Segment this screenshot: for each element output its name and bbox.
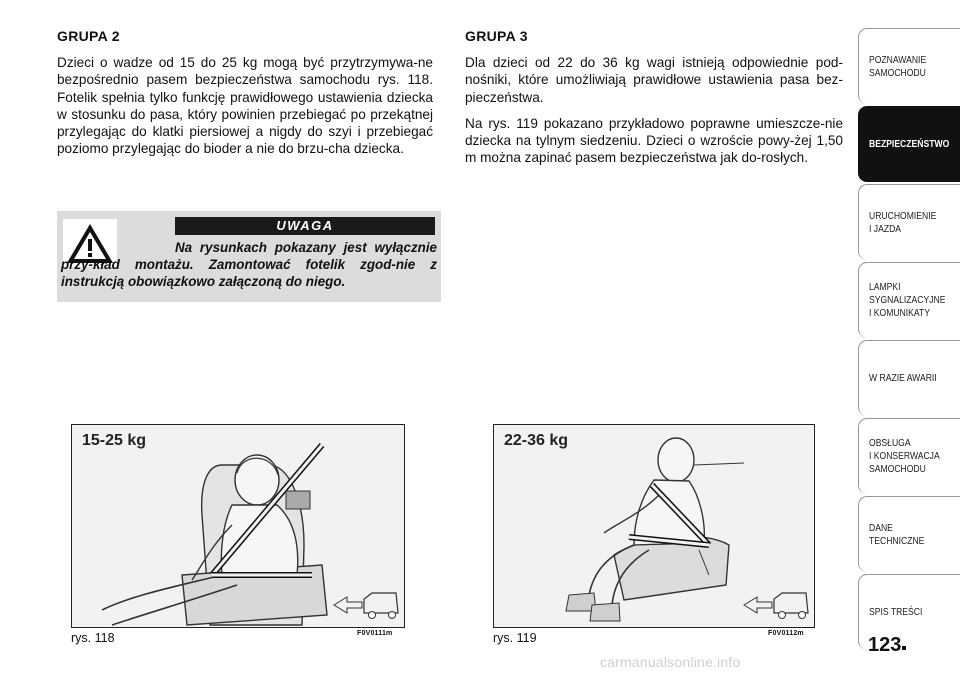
- figure-119-caption: rys. 119: [493, 631, 537, 645]
- figure-118: [71, 424, 405, 628]
- child-seat-illustration: [72, 425, 406, 629]
- left-column: [57, 28, 433, 166]
- page-dot: [902, 646, 906, 650]
- figure-119-code: F0V0112m: [768, 630, 804, 637]
- figure-118-weight-label: 15-25 kg: [82, 432, 147, 449]
- figure-118-code: F0V0111m: [357, 630, 393, 637]
- booster-seat-illustration: [494, 425, 816, 629]
- warning-text: Na rysunkach pokazany jest wyłącznie przy-kład montażu. Zamontować fotelik zgod-nie z instrukcją obowiązkowo załączoną do niego.: [61, 240, 437, 289]
- group-3-paragraph-2: Na rys. 119 pokazano przykładowo poprawne umieszcze-nie dziecka na tylnym siedzeniu. Dzieci o wzroście powy-żej 1,50 m można zapinać pasem bezpieczeństwa jak do-rosłych.: [465, 115, 843, 166]
- group-3-paragraph-1: Dla dzieci od 22 do 36 kg wagi istnieją odpowiednie pod-nośniki, które umożliwiają prawidłowe ustawienia pasa bez-pieczeństwa.: [465, 55, 843, 105]
- watermark: carmanualsonline.info: [600, 654, 741, 670]
- car-direction-icon: [334, 593, 398, 619]
- right-column: [465, 28, 843, 175]
- tab-bezpieczenstwo[interactable]: BEZPIECZEŃSTWO: [858, 106, 960, 182]
- tab-uruchomienie-i-jazda[interactable]: URUCHOMIENIE I JAZDA: [858, 184, 960, 260]
- tab-poznawanie-samochodu[interactable]: POZNAWANIE SAMOCHODU: [858, 28, 960, 104]
- tab-obsluga-i-konserwacja[interactable]: OBSŁUGA I KONSERWACJA SAMOCHODU: [858, 418, 960, 494]
- warning-box: [57, 211, 441, 302]
- group-3-heading: GRUPA 3: [465, 28, 528, 44]
- group-2-heading: GRUPA 2: [57, 28, 120, 44]
- tab-lampki-sygnalizacyjne[interactable]: LAMPKI SYGNALIZACYJNE I KOMUNIKATY: [858, 262, 960, 338]
- figure-118-caption: rys. 118: [71, 631, 115, 645]
- tab-dane-techniczne[interactable]: DANE TECHNICZNE: [858, 496, 960, 572]
- warning-label: UWAGA: [175, 217, 435, 235]
- figure-119-weight-label: 22-36 kg: [504, 432, 569, 449]
- figure-119: [493, 424, 815, 628]
- tab-w-razie-awarii[interactable]: W RAZIE AWARII: [858, 340, 960, 416]
- group-2-paragraph: Dzieci o wadze od 15 do 25 kg mogą być przytrzymywa-ne bezpośrednio pasem bezpieczeństwa samochodu rys. 118. Fotelik spełnia tylko funkcję prawidłowego ustawienia dziecka w stosunku do pasa, który powinien przebiegać po przekątnej przylegając do klatki piersiowej a nigdy do szyi i przebiegać poziomo przylegając do bioder a nie do brzu-cha dziecka.: [57, 55, 433, 157]
- page-number: 123: [868, 634, 902, 656]
- car-direction-icon: [744, 593, 808, 619]
- tab-spis-tresci[interactable]: SPIS TREŚCI: [858, 574, 960, 650]
